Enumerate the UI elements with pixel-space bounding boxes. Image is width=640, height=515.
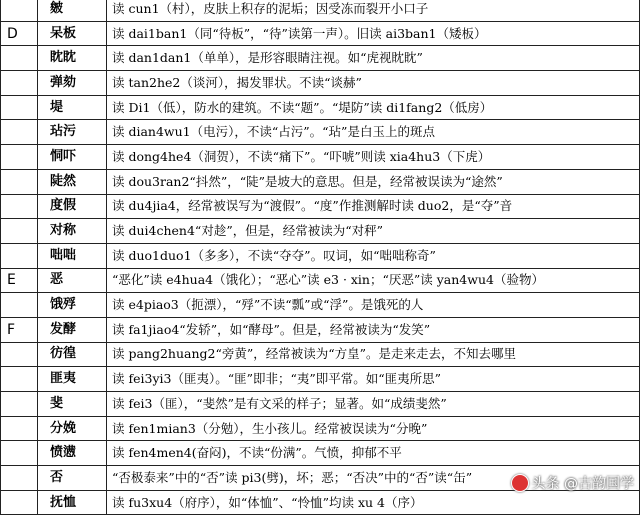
word-cell: 愤懑 xyxy=(38,441,107,466)
note-cell: 读 dou3ran2“抖然”，“陡”是坡大的意思。但是，经常被误读为“途然” xyxy=(107,169,640,194)
note-cell: 读 fei3yi3（匪夷）。“匪”即非；“夷”即平常。如“匪夷所思” xyxy=(107,367,640,392)
letter-cell xyxy=(1,416,38,441)
note-cell: 读 dui4chen4“对趁”，但是，经常被读为“对秤” xyxy=(107,219,640,244)
word-cell: 分娩 xyxy=(38,416,107,441)
note-cell: 读 dong4he4（洞贺），不读“痛下”。“吓唬”则读 xia4hu3（下虎） xyxy=(107,145,640,170)
word-cell: 发酵 xyxy=(38,317,107,342)
letter-cell xyxy=(1,293,38,318)
letter-cell xyxy=(1,120,38,145)
note-cell: “否极泰来”中的“否”读 pi3(劈)，坏；恶；“否决”中的“否”读“缶” xyxy=(107,466,640,491)
letter-cell xyxy=(1,46,38,71)
letter-cell xyxy=(1,95,38,120)
note-cell: “恶化”读 e4hua4（饿化）；“恶心”读 e3 · xin；“厌恶”读 yan4wu4（验物） xyxy=(107,268,640,293)
word-cell: 咄咄 xyxy=(38,243,107,268)
letter-cell xyxy=(1,466,38,491)
letter-cell xyxy=(1,0,38,21)
word-cell: 彷徨 xyxy=(38,342,107,367)
word-cell: 恶 xyxy=(38,268,107,293)
note-cell: 读 fei3（匪），“斐然”是有文采的样子；显著。如“成绩斐然” xyxy=(107,392,640,417)
note-cell: 读 fa1jiao4“发轿”，如“酵母”。但是，经常被读为“发笑” xyxy=(107,317,640,342)
letter-cell xyxy=(1,367,38,392)
table-row xyxy=(1,71,640,96)
note-cell: 读 fen4men4(奋闷)，不读“份满”。气愤，抑郁不平 xyxy=(107,441,640,466)
word-cell: 陡然 xyxy=(38,169,107,194)
table-row xyxy=(1,219,640,244)
table-row xyxy=(1,268,640,293)
letter-cell xyxy=(1,243,38,268)
table-body xyxy=(1,0,640,515)
table-row xyxy=(1,490,640,515)
note-cell: 读 tan2he2（谈河），揭发罪状。不读“谈赫” xyxy=(107,71,640,96)
letter-cell xyxy=(1,219,38,244)
note-cell: 读 dai1ban1（同“待板”，“待”读第一声）。旧读 ai3ban1（矮板） xyxy=(107,21,640,46)
note-cell: 读 duo1duo1（多多），不读“夺夺”。叹词，如“咄咄称奇” xyxy=(107,243,640,268)
table-row xyxy=(1,194,640,219)
word-cell: 恫吓 xyxy=(38,145,107,170)
table-row xyxy=(1,0,640,21)
letter-cell: F xyxy=(1,317,38,342)
watermark-text: 头条 @古韵国学 xyxy=(531,476,634,492)
letter-cell: D xyxy=(1,21,38,46)
letter-cell xyxy=(1,71,38,96)
note-cell: 读 fen1mian3（分勉），生小孩儿。经常被误读为“分晚” xyxy=(107,416,640,441)
word-cell: 呆板 xyxy=(38,21,107,46)
word-cell: 眈眈 xyxy=(38,46,107,71)
letter-cell xyxy=(1,169,38,194)
note-cell: 读 cun1（村），皮肤上积存的泥垢；因受冻而裂开小口子 xyxy=(107,0,640,21)
word-cell: 堤 xyxy=(38,95,107,120)
table-row xyxy=(1,243,640,268)
watermark xyxy=(511,473,634,493)
letter-cell xyxy=(1,145,38,170)
table-row xyxy=(1,169,640,194)
word-cell: 饿殍 xyxy=(38,293,107,318)
letter-cell xyxy=(1,194,38,219)
table-row xyxy=(1,392,640,417)
letter-cell xyxy=(1,490,38,515)
watermark-logo-icon xyxy=(511,474,529,492)
table-row xyxy=(1,317,640,342)
table-row xyxy=(1,21,640,46)
note-cell: 读 du4jia4，经常被误写为“渡假”。“度”作推测解时读 duo2，是“夺”音 xyxy=(107,194,640,219)
table-row xyxy=(1,120,640,145)
note-cell: 读 dan1dan1（单单），是形容眼睛注视。如“虎视眈眈” xyxy=(107,46,640,71)
word-cell: 玷污 xyxy=(38,120,107,145)
table-row xyxy=(1,95,640,120)
table-row xyxy=(1,416,640,441)
table-row xyxy=(1,441,640,466)
note-cell: 读 fu3xu4（府序），如“体恤”、“怜恤”均读 xu 4（序） xyxy=(107,490,640,515)
letter-cell xyxy=(1,392,38,417)
note-cell: 读 pang2huang2“旁黄”，经常被读为“方皇”。是走来走去，不知去哪里 xyxy=(107,342,640,367)
letter-cell xyxy=(1,441,38,466)
table-row xyxy=(1,46,640,71)
word-cell: 弹劾 xyxy=(38,71,107,96)
word-cell: 否 xyxy=(38,466,107,491)
word-cell: 对称 xyxy=(38,219,107,244)
table-row xyxy=(1,145,640,170)
word-cell: 匪夷 xyxy=(38,367,107,392)
note-cell: 读 e4piao3（扼漂），“殍”不读“瓢”或“浮”。是饿死的人 xyxy=(107,293,640,318)
word-cell: 斐 xyxy=(38,392,107,417)
word-cell: 皴 xyxy=(38,0,107,21)
table-row xyxy=(1,342,640,367)
table-row xyxy=(1,293,640,318)
letter-cell xyxy=(1,342,38,367)
note-cell: 读 dian4wu1（电污），不读“占污”。“玷”是白玉上的斑点 xyxy=(107,120,640,145)
word-cell: 抚恤 xyxy=(38,490,107,515)
letter-cell: E xyxy=(1,268,38,293)
word-cell: 度假 xyxy=(38,194,107,219)
table-row xyxy=(1,367,640,392)
note-cell: 读 Di1（低），防水的建筑。不读“题”。“堤防”读 di1fang2（低房） xyxy=(107,95,640,120)
